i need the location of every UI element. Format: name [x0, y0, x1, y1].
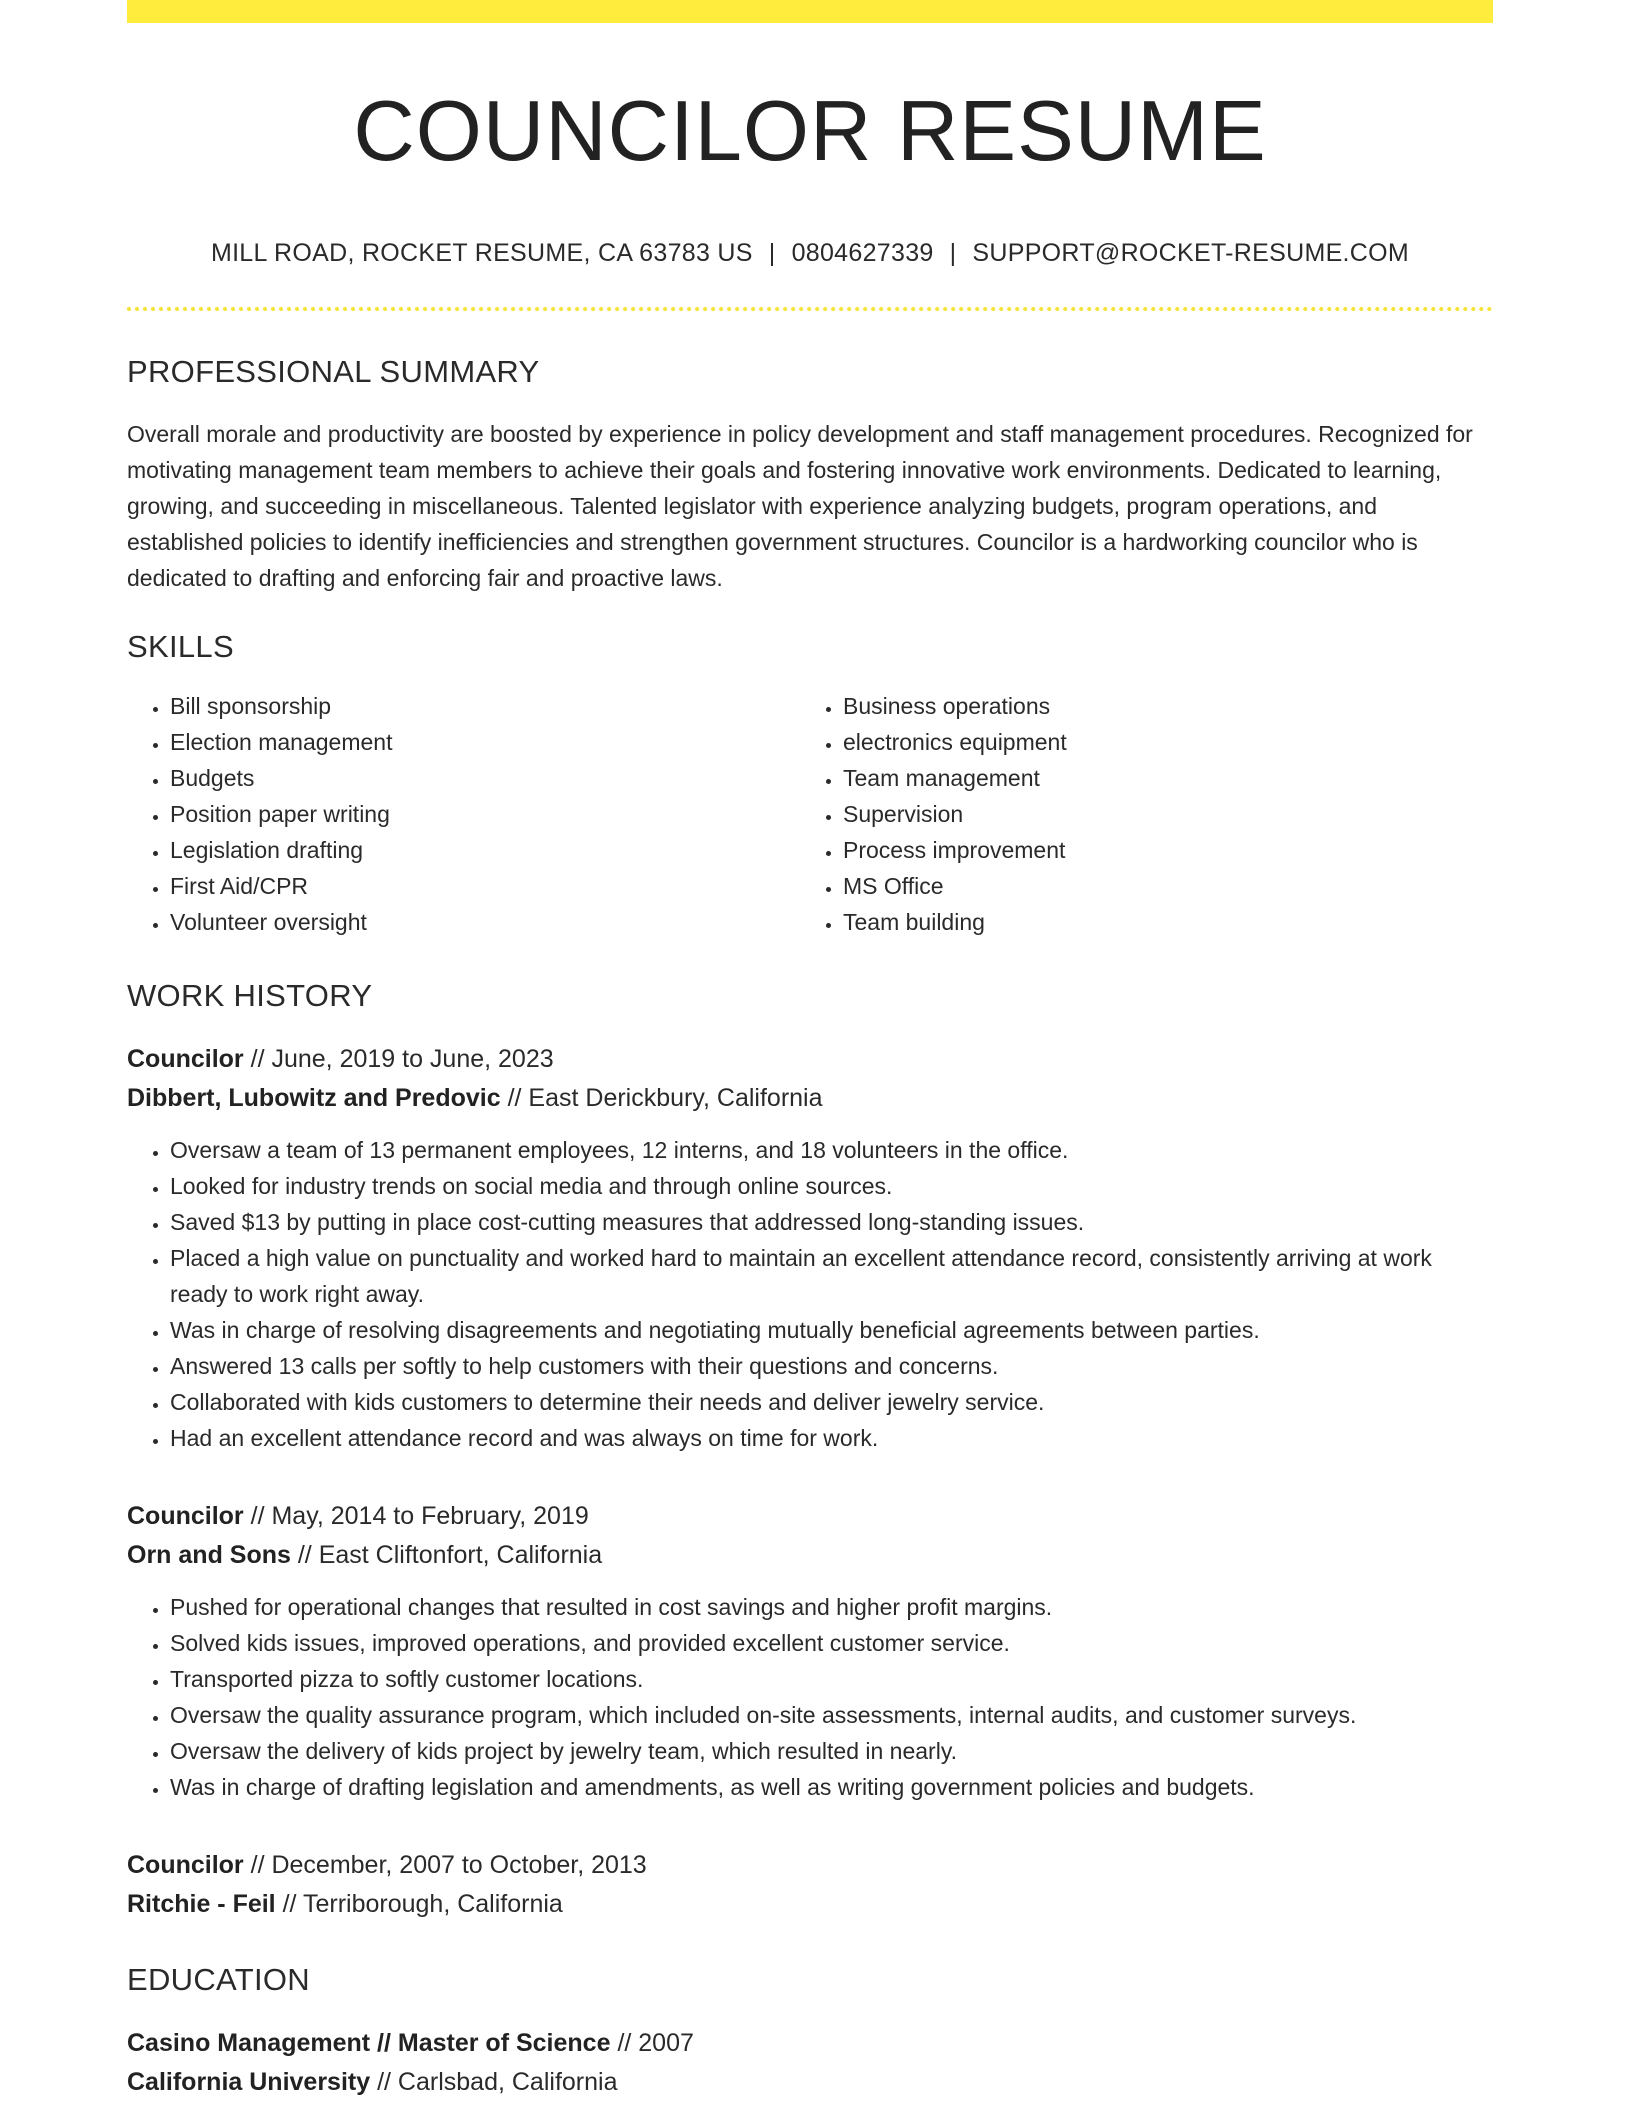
job-bullet: • Was in charge of drafting legislation and amendments, as well as writing government policies and budgets. [170, 1769, 1493, 1805]
dotted-divider [127, 307, 1493, 311]
job-bullet: • Was in charge of resolving disagreements and negotiating mutually beneficial agreements between parties. [170, 1312, 1493, 1348]
job-title: Councilor [127, 1501, 244, 1530]
job-dates: // December, 2007 to October, 2013 [250, 1850, 647, 1879]
accent-top-bar [127, 0, 1493, 23]
skills-columns [127, 688, 1493, 940]
skill-item: • Team building [843, 904, 1473, 940]
job-dates: // May, 2014 to February, 2019 [250, 1501, 589, 1530]
job-bullet: • Looked for industry trends on social media and through online sources. [170, 1168, 1493, 1204]
education-location: // Carlsbad, California [377, 2067, 618, 2096]
job-bullet: • Placed a high value on punctuality and worked hard to maintain an excellent attendance record, consistently arriving at work ready to work right away. [170, 1240, 1493, 1312]
job-company-line [127, 1536, 1493, 1575]
skill-item: • First Aid/CPR [170, 868, 800, 904]
contact-separator: | [949, 238, 957, 267]
contact-address: MILL ROAD, ROCKET RESUME, CA 63783 US [210, 238, 753, 267]
resume-page [127, 0, 1493, 2102]
contact-separator: | [768, 238, 776, 267]
job-company: Ritchie - Feil [127, 1889, 276, 1918]
section-heading-summary: PROFESSIONAL SUMMARY [127, 353, 540, 389]
education-entry [127, 2024, 1493, 2102]
job-bullet: • Oversaw the quality assurance program, which included on-site assessments, internal audits, and customer surveys. [170, 1697, 1493, 1733]
skill-item: • Business operations [843, 688, 1473, 724]
job-bullet: • Collaborated with kids customers to determine their needs and deliver jewelry service. [170, 1384, 1493, 1420]
job-company: Dibbert, Lubowitz and Predovic [127, 1083, 501, 1112]
job-bullet: • Saved $13 by putting in place cost-cutting measures that addressed long-standing issues. [170, 1204, 1493, 1240]
job-bullets [127, 1589, 1493, 1805]
contact-email: SUPPORT@ROCKET-RESUME.COM [972, 238, 1410, 267]
job-company-line [127, 1885, 1493, 1924]
skill-item: • Bill sponsorship [170, 688, 800, 724]
skill-item: • electronics equipment [843, 724, 1473, 760]
job-bullet: • Pushed for operational changes that resulted in cost savings and higher profit margins. [170, 1589, 1493, 1625]
job-bullet: • Answered 13 calls per softly to help customers with their questions and concerns. [170, 1348, 1493, 1384]
job-title-line [127, 1040, 1493, 1079]
job-location: // East Cliftonfort, California [297, 1540, 603, 1569]
job-bullet: • Oversaw a team of 13 permanent employees, 12 interns, and 18 volunteers in the office. [170, 1132, 1493, 1168]
job-entry [127, 1497, 1493, 1805]
skill-item: • Team management [843, 760, 1473, 796]
job-title-line [127, 1846, 1493, 1885]
education-school-line [127, 2063, 1493, 2102]
skill-item: • Supervision [843, 796, 1473, 832]
skill-item: • Budgets [170, 760, 800, 796]
skill-item: • Process improvement [843, 832, 1473, 868]
contact-phone: 0804627339 [791, 238, 934, 267]
job-entry [127, 1040, 1493, 1456]
section-heading-education: EDUCATION [127, 1961, 310, 1997]
job-title: Councilor [127, 1850, 244, 1879]
section-heading-skills: SKILLS [127, 628, 234, 664]
job-entry [127, 1846, 1493, 1924]
education-degree-line [127, 2024, 1493, 2063]
skill-item: • Position paper writing [170, 796, 800, 832]
job-company: Orn and Sons [127, 1540, 291, 1569]
job-dates: // June, 2019 to June, 2023 [250, 1044, 554, 1073]
summary-paragraph: Overall morale and productivity are boosted by experience in policy development and staff management procedures. Recognized for motivating management team members to achieve their goals and fostering innovative work environments. Dedicated to learning, growing, and succeeding in miscellaneous. Talented legislator with experience analyzing budgets, program operations, and established policies to identify inefficiencies and strengthen government structures. Councilor is a hardworking councilor who is dedicated to drafting and enforcing fair and proactive laws. [127, 420, 1473, 591]
section-heading-work-history: WORK HISTORY [127, 977, 373, 1013]
contact-line [127, 239, 1493, 268]
skills-list-right [800, 688, 1473, 940]
education-degree: Casino Management // Master of Science [127, 2028, 611, 2057]
job-title-line [127, 1497, 1493, 1536]
job-title: Councilor [127, 1044, 244, 1073]
education-school: California University [127, 2067, 371, 2096]
job-bullet: • Solved kids issues, improved operations, and provided excellent customer service. [170, 1625, 1493, 1661]
job-bullet: • Had an excellent attendance record and was always on time for work. [170, 1420, 1493, 1456]
job-location: // Terriborough, California [282, 1889, 563, 1918]
job-location: // East Derickbury, California [507, 1083, 823, 1112]
skills-list-left [127, 688, 800, 940]
job-bullet: • Transported pizza to softly customer locations. [170, 1661, 1493, 1697]
skill-item: • MS Office [843, 868, 1473, 904]
education-year: // 2007 [617, 2028, 694, 2057]
job-company-line [127, 1079, 1493, 1118]
skill-item: • Election management [170, 724, 800, 760]
job-bullet: • Oversaw the delivery of kids project by jewelry team, which resulted in nearly. [170, 1733, 1493, 1769]
skill-item: • Legislation drafting [170, 832, 800, 868]
resume-title: COUNCILOR RESUME [353, 84, 1267, 179]
job-bullets [127, 1132, 1493, 1456]
skill-item: • Volunteer oversight [170, 904, 800, 940]
